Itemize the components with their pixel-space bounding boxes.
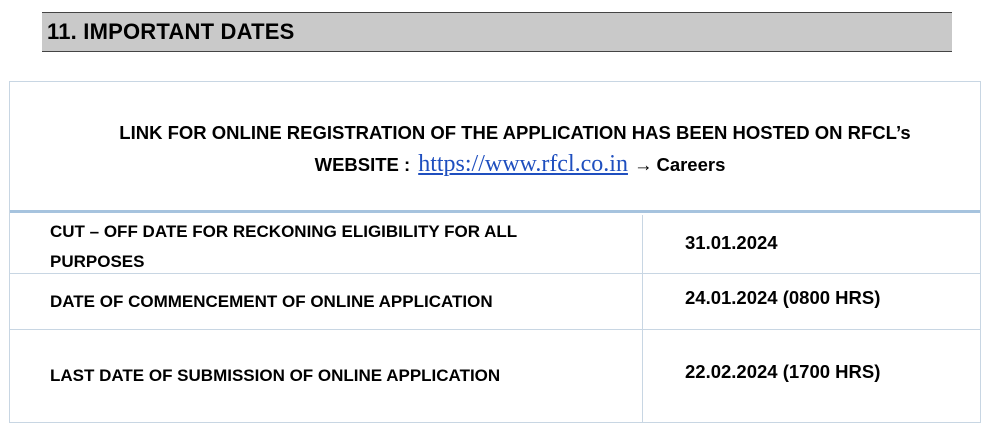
table-row-last-date [10,330,980,422]
date-value: 24.01.2024 (0800 HRS) [685,287,881,308]
careers-label: Careers [656,154,726,175]
date-value: 31.01.2024 [685,232,778,253]
table-row-cutoff-date [10,215,980,274]
date-value: 22.02.2024 (1700 HRS) [685,361,881,382]
website-label: WEBSITE : [314,154,411,175]
date-label: LAST DATE OF SUBMISSION OF ONLINE APPLICATION [50,366,501,385]
section-title: 11. IMPORTANT DATES [47,19,295,44]
date-label: DATE OF COMMENCEMENT OF ONLINE APPLICATION [50,292,493,311]
section-header [42,12,952,52]
registration-link-cell [10,82,980,213]
registration-notice-line2 [10,151,980,178]
table-row-commencement-date [10,274,980,330]
arrow-right-icon: → [633,154,653,175]
rfcl-website-link[interactable]: https://www.rfcl.co.in [418,151,628,177]
column-divider [642,215,643,422]
registration-notice-line1: LINK FOR ONLINE REGISTRATION OF THE APPLICATION HAS BEEN HOSTED ON RFCL’s [119,122,911,143]
date-label: CUT – OFF DATE FOR RECKONING ELIGIBILITY FOR ALL PURPOSES [50,222,517,271]
important-dates-table [9,81,981,423]
